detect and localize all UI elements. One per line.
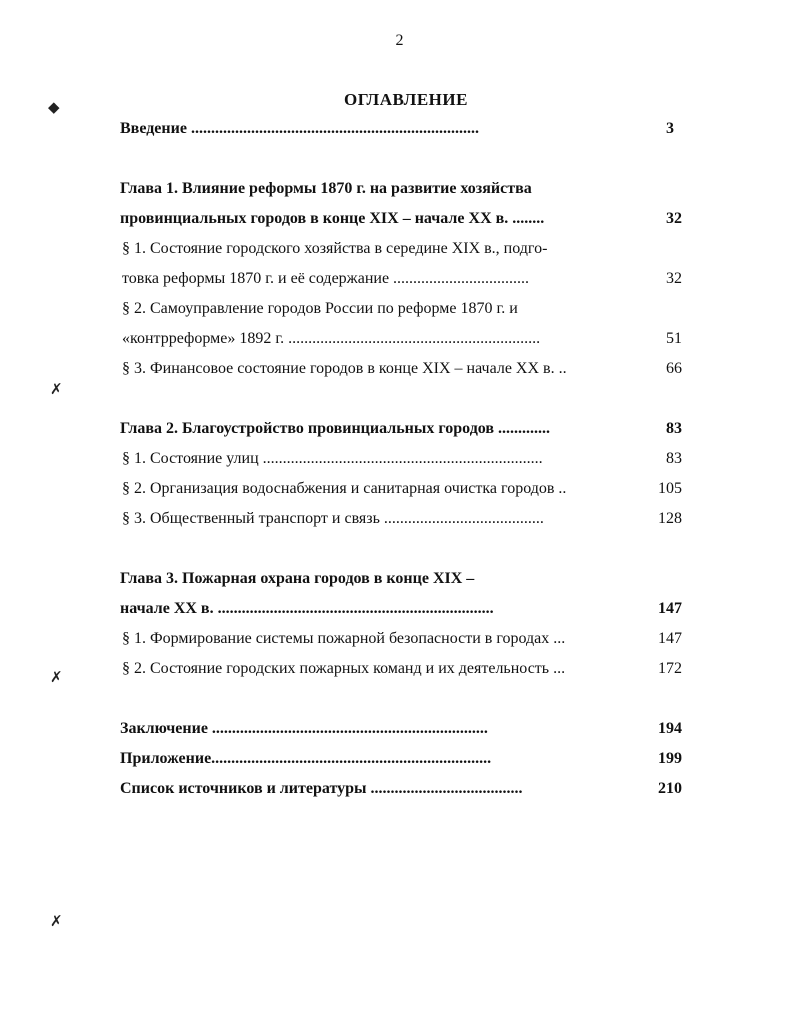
toc-section-1-2-line1[interactable]: § 2. Самоуправление городов России по реформе 1870 г. и bbox=[122, 300, 518, 317]
toc-chapter-2[interactable]: Глава 2. Благоустройство провинциальных городов ............. bbox=[120, 420, 551, 437]
toc-page-sources: 210 bbox=[658, 780, 682, 797]
toc-section-1-1-line1[interactable]: § 1. Состояние городского хозяйства в середине XIX в., подго- bbox=[122, 240, 548, 257]
toc-section-2-3[interactable]: § 3. Общественный транспорт и связь ........................................ bbox=[122, 510, 544, 527]
toc-conclusion[interactable]: Заключение ..................................................................... bbox=[120, 720, 488, 737]
punch-mark-icon: ✗ bbox=[50, 670, 63, 686]
toc-page-section-1-3: 66 bbox=[666, 360, 682, 377]
toc-page-appendix: 199 bbox=[658, 750, 682, 767]
toc-page-conclusion: 194 bbox=[658, 720, 682, 737]
toc-section-2-1[interactable]: § 1. Состояние улиц ...................................................................... bbox=[122, 450, 543, 467]
toc-section-3-1[interactable]: § 1. Формирование системы пожарной безопасности в городах ... bbox=[122, 630, 566, 647]
toc-page-section-2-1: 83 bbox=[666, 450, 682, 467]
toc-page-chapter-2: 83 bbox=[666, 420, 682, 437]
toc-appendix[interactable]: Приложение...................................................................... bbox=[120, 750, 492, 767]
toc-page-section-3-1: 147 bbox=[658, 630, 682, 647]
toc-page-section-3-2: 172 bbox=[658, 660, 682, 677]
toc-page-chapter-1: 32 bbox=[666, 210, 682, 227]
toc-section-1-3[interactable]: § 3. Финансовое состояние городов в конце XIX – начале XX в. .. bbox=[122, 360, 567, 377]
toc-chapter-1-line2[interactable]: провинциальных городов в конце XIX – начале XX в. ........ bbox=[120, 210, 545, 227]
page-number: 2 bbox=[395, 32, 404, 49]
toc-section-1-2-line2[interactable]: «контрреформе» 1892 г. ............................................................... bbox=[122, 330, 541, 347]
toc-page-section-1-2: 51 bbox=[666, 330, 682, 347]
toc-page-chapter-3: 147 bbox=[658, 600, 682, 617]
punch-mark-icon: ✗ bbox=[50, 382, 63, 398]
toc-chapter-3-line2[interactable]: начале XX в. ..................................................................... bbox=[120, 600, 494, 617]
toc-sources[interactable]: Список источников и литературы ...................................... bbox=[120, 780, 523, 797]
toc-section-1-1-line2[interactable]: товка реформы 1870 г. и её содержание .................................. bbox=[122, 270, 530, 287]
toc-page-intro: 3 bbox=[666, 120, 674, 137]
toc-section-2-2[interactable]: § 2. Организация водоснабжения и санитарная очистка городов .. bbox=[122, 480, 567, 497]
toc-chapter-3-line1[interactable]: Глава 3. Пожарная охрана городов в конце XIX – bbox=[120, 570, 475, 587]
toc-page-section-1-1: 32 bbox=[666, 270, 682, 287]
toc-page-section-2-3: 128 bbox=[658, 510, 682, 527]
punch-mark-icon: ✗ bbox=[50, 914, 63, 930]
toc-page-section-2-2: 105 bbox=[658, 480, 682, 497]
page-title: ОГЛАВЛЕНИЕ bbox=[344, 90, 468, 109]
toc-section-3-2[interactable]: § 2. Состояние городских пожарных команд и их деятельность ... bbox=[122, 660, 566, 677]
toc-chapter-1-line1[interactable]: Глава 1. Влияние реформы 1870 г. на развитие хозяйства bbox=[120, 180, 532, 197]
punch-mark-icon: ◆ bbox=[48, 100, 60, 116]
toc-entry-intro[interactable]: Введение ........................................................................ bbox=[120, 120, 479, 137]
